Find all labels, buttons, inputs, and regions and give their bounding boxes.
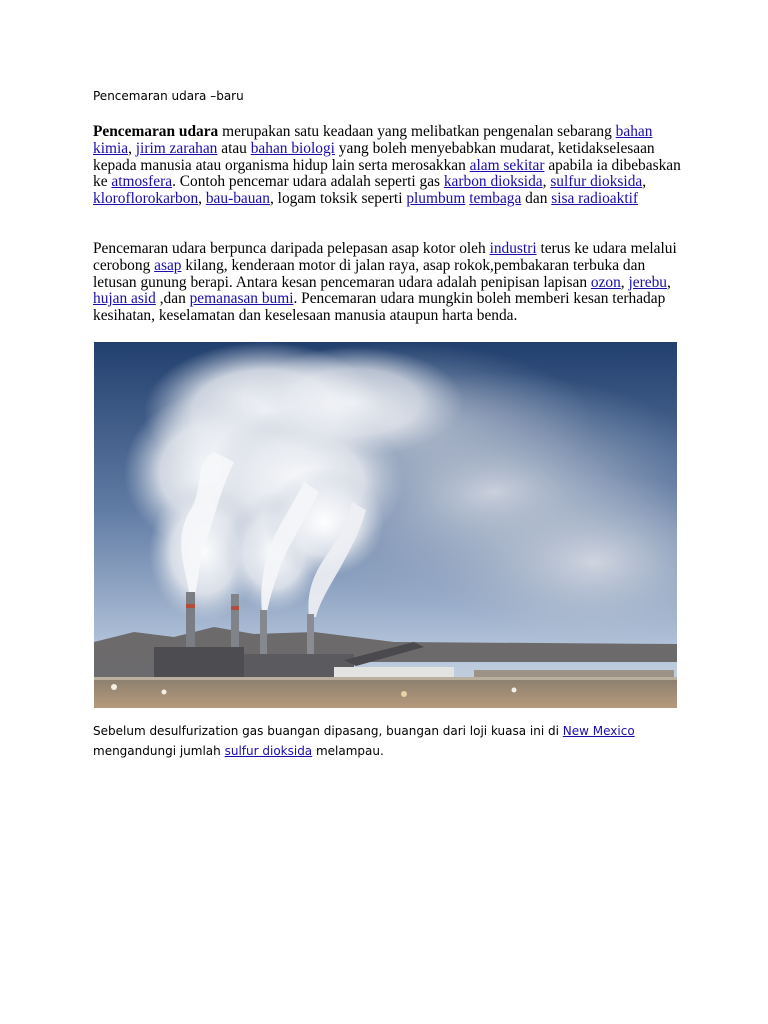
link-kloroflorokarbon[interactable]: kloroflorokarbon	[93, 190, 199, 208]
link-industri[interactable]: industri	[489, 240, 537, 257]
text-span: atau	[217, 139, 251, 157]
link-asap[interactable]: asap	[154, 256, 182, 274]
text-span: merupakan satu keadaan yang melibatkan pengenalan sebarang	[218, 123, 616, 140]
text-span: . Contoh pencemar udara adalah seperti gas	[172, 173, 444, 191]
text-span: mengandungi jumlah	[93, 744, 225, 758]
link-plumbum[interactable]: plumbum	[406, 190, 466, 208]
text-span: ,	[128, 139, 136, 157]
link-jirim-zarahan[interactable]: jirim zarahan	[135, 139, 218, 157]
link-new-mexico[interactable]: New Mexico	[562, 724, 635, 738]
link-hujan-asid[interactable]: hujan asid	[93, 290, 156, 308]
link-bau-bauan[interactable]: bau-bauan	[205, 190, 270, 208]
link-jerebu[interactable]: jerebu	[628, 273, 667, 291]
text-span: melampau.	[312, 744, 384, 758]
text-span: , logam toksik seperti	[269, 190, 407, 208]
link-bahan-biologi[interactable]: bahan biologi	[250, 139, 335, 157]
text-span: ,	[542, 173, 551, 191]
text-span: . Pencemaran udara mungkin boleh memberi kesan terhadap kesihatan, keselamatan dan keselesaan manusia ataupun harta benda.	[93, 290, 666, 325]
link-bahan-kimia[interactable]: bahan kimia	[93, 123, 653, 157]
paragraph-causes	[93, 241, 683, 325]
link-sisa-radioaktif[interactable]: sisa radioaktif	[551, 190, 639, 208]
photo-caption	[93, 721, 683, 761]
text-span: ,	[198, 190, 206, 208]
text-span: ,dan	[155, 290, 190, 308]
text-span: kilang, kenderaan motor di jalan raya, asap rokok,pembakaran terbuka dan letusan gunung berapi. Antara kesan pencemaran udara adalah penipisan lapisan	[93, 256, 646, 291]
link-sulfur-dioksida[interactable]: sulfur dioksida	[550, 173, 643, 191]
text-span: yang boleh menyebabkan mudarat, ketidakselesaan kepada manusia atau organisma hidup lain serta merosakkan	[93, 139, 655, 174]
link-atmosfera[interactable]: atmosfera	[111, 173, 173, 191]
text-span: apabila ia dibebaskan ke	[93, 156, 681, 191]
link-sulfur-dioksida-caption[interactable]: sulfur dioksida	[224, 744, 313, 758]
text-span: ,	[620, 273, 629, 291]
link-karbon-dioksida[interactable]: karbon dioksida	[443, 173, 543, 191]
text-span: Pencemaran udara berpunca daripada pelepasan asap kotor oleh	[93, 240, 490, 257]
text-span: ,	[642, 173, 647, 191]
paragraph-definition	[93, 124, 683, 208]
text-span: dan	[521, 190, 552, 208]
link-tembaga[interactable]: tembaga	[469, 190, 522, 208]
text-span: ,	[666, 273, 671, 291]
text-span: terus ke udara melalui cerobong	[93, 240, 677, 274]
document-title: Pencemaran udara –baru	[93, 89, 244, 103]
link-alam-sekitar[interactable]: alam sekitar	[469, 156, 545, 174]
bold-lead-term: Pencemaran udara	[93, 123, 219, 140]
factory-smokestacks-photo	[94, 342, 677, 708]
link-ozon[interactable]: ozon	[590, 273, 621, 291]
link-pemanasan-bumi[interactable]: pemanasan bumi	[189, 290, 294, 308]
text-span: Sebelum desulfurization gas buangan dipasang, buangan dari loji kuasa ini di	[93, 724, 563, 738]
